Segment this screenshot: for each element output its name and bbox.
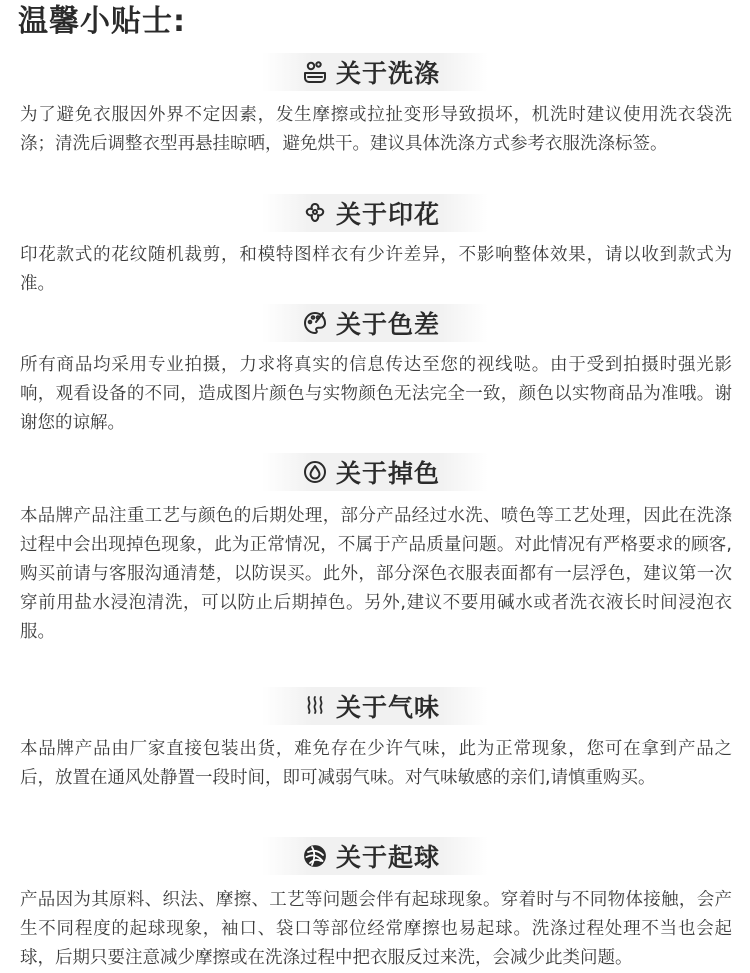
yarn-ball-icon [302, 843, 328, 869]
section-body: 为了避免衣服因外界不定因素，发生摩擦或拉扯变形导致损坏，机洗时建议使用洗衣袋洗涤；清洗后调整衣型再悬挂晾晒，避免烘干。建议具体洗涤方式参考衣服洗涤标签。 [20, 105, 732, 154]
section-pilling-header [0, 836, 750, 876]
section-odor-header [0, 686, 750, 726]
section-fading-header [0, 452, 750, 492]
section-title: 关于气味 [335, 693, 440, 722]
odor-waves-icon [302, 693, 328, 719]
section-header-pill [262, 687, 488, 725]
color-drop-icon [302, 459, 328, 485]
section-title: 关于印花 [335, 200, 440, 229]
section-header-pill [262, 837, 488, 875]
section-body: 所有商品均采用专业拍摄，力求将真实的信息传达至您的视线哒。由于受到拍摄时强光影响，观看设备的不同，造成图片颜色与实物颜色无法完全一致，颜色以实物商品为准哦。谢谢您的谅解。 [20, 355, 732, 433]
section-title: 关于洗涤 [335, 59, 440, 88]
section-washing-header [0, 52, 750, 92]
section-header-pill [262, 304, 488, 342]
section-body: 本品牌产品注重工艺与颜色的后期处理，部分产品经过水洗、喷色等工艺处理，因此在洗涤过程中会出现掉色现象，此为正常情况，不属于产品质量问题。对此情况有严格要求的顾客,购买前请与客服沟通清楚，以防误买。此外，部分深色衣服表面都有一层浮色，建议第一次穿前用盐水浸泡清洗，可以防止后期掉色。另外,建议不要用碱水或者洗衣液长时间浸泡衣服。 [20, 506, 732, 642]
flower-icon [302, 200, 328, 226]
section-title: 关于掉色 [335, 459, 440, 488]
section-title: 关于起球 [335, 843, 440, 872]
section-body: 产品因为其原料、织法、摩擦、工艺等问题会伴有起球现象。穿着时与不同物体接触，会产生不同程度的起球现象，袖口、袋口等部位经常摩擦也易起球。洗涤过程处理不当也会起球，后期只要注意减少摩擦或在洗涤过程中把衣服反过来洗，会减少此类问题。 [20, 890, 732, 968]
section-body: 本品牌产品由厂家直接包装出货，难免存在少许气味，此为正常现象，您可在拿到产品之后，放置在通风处静置一段时间，即可减弱气味。对气味敏感的亲们,请慎重购买。 [20, 739, 732, 788]
washing-icon [302, 59, 328, 85]
palette-icon [302, 310, 328, 336]
section-header-pill [262, 194, 488, 232]
section-print-header [0, 193, 750, 233]
section-header-pill [262, 453, 488, 491]
section-header-pill [262, 53, 488, 91]
section-color-diff-header [0, 303, 750, 343]
page-title: 温馨小贴士: [18, 4, 186, 39]
section-title: 关于色差 [335, 310, 440, 339]
section-body: 印花款式的花纹随机裁剪，和模特图样衣有少许差异，不影响整体效果，请以收到款式为准。 [20, 245, 732, 294]
